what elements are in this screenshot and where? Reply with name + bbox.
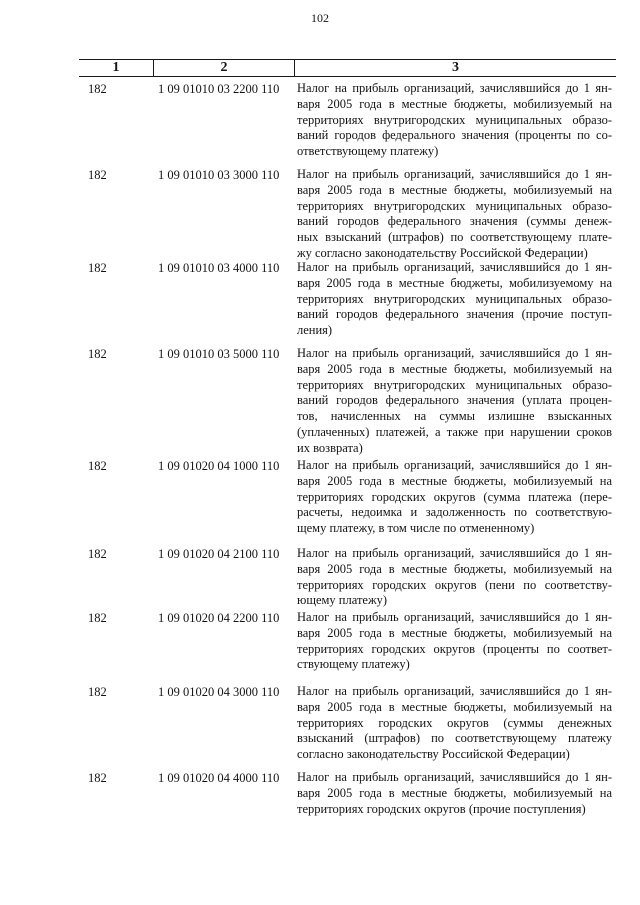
description-line: ваний городов федерального значения (проценты по со-	[297, 128, 612, 143]
agency-code: 182	[88, 82, 107, 96]
description-line: варя 2005 года в местные бюджеты, мобилизуемый на	[297, 473, 612, 488]
budget-classification-code: 1 09 01020 04 4000 110	[158, 771, 280, 785]
description-line: расчеты, недоимка и задолженность по соответствую-	[297, 505, 612, 520]
budget-classification-code: 1 09 01020 04 3000 110	[158, 685, 280, 699]
description-line: Налог на прибыль организаций, зачислявшийся до 1 ян-	[297, 770, 612, 784]
revenue-description	[297, 684, 612, 763]
agency-code: 182	[88, 547, 107, 561]
description-line: ствующему платежу)	[297, 657, 410, 672]
description-line: территориях внутригородских муниципальных образо-	[297, 198, 612, 213]
description-line: Налог на прибыль организаций, зачислявшийся до 1 ян-	[297, 546, 612, 560]
header-col-1: 1	[112, 60, 120, 75]
revenue-description	[297, 458, 612, 537]
budget-classification-code: 1 09 01020 04 2200 110	[158, 611, 280, 625]
revenue-description	[297, 546, 612, 609]
description-line: Налог на прибыль организаций, зачислявшийся до 1 ян-	[297, 458, 612, 472]
budget-classification-code: 1 09 01020 04 2100 110	[158, 547, 280, 561]
description-line: жу согласно законодательству Российской Федерации)	[297, 245, 588, 260]
description-line: Налог на прибыль организаций, зачислявшийся до 1 ян-	[297, 260, 612, 274]
description-line: Налог на прибыль организаций, зачислявшийся до 1 ян-	[297, 167, 612, 181]
description-line: территориях городских округов (проценты по соответ-	[297, 641, 612, 656]
agency-code: 182	[88, 459, 107, 473]
description-line: Налог на прибыль организаций, зачислявшийся до 1 ян-	[297, 81, 612, 95]
revenue-description	[297, 167, 612, 262]
description-line: варя 2005 года в местные бюджеты, мобилизуемый на	[297, 361, 612, 376]
budget-classification-code: 1 09 01010 03 2200 110	[158, 82, 280, 96]
description-line: ваний городов федерального значения (суммы денеж-	[297, 214, 612, 229]
description-line: ваний городов федерального значения (прочие поступ-	[297, 307, 612, 322]
description-line: территориях городских округов (суммы денежных	[297, 715, 612, 730]
description-line: варя 2005 года в местные бюджеты, мобилизуемый на	[297, 182, 612, 197]
budget-classification-code: 1 09 01010 03 3000 110	[158, 168, 280, 182]
description-line: щему платежу, в том числе по отмененному)	[297, 521, 535, 536]
table-header	[79, 59, 616, 77]
description-line: территориях внутригородских муниципальных образо-	[297, 112, 612, 127]
header-col-2: 2	[153, 60, 295, 76]
description-line: варя 2005 года в местные бюджеты, мобилизуемый на	[297, 785, 612, 800]
description-line: ления)	[297, 323, 333, 338]
description-line: тов, начисленных на суммы излишне взысканных	[297, 409, 612, 424]
agency-code: 182	[88, 168, 107, 182]
description-line: (уплаченных) платежей, а также при нарушении сроков	[297, 424, 612, 439]
budget-classification-code: 1 09 01010 03 4000 110	[158, 261, 280, 275]
description-line: Налог на прибыль организаций, зачислявшийся до 1 ян-	[297, 684, 612, 698]
description-line: ных взысканий (штрафов) по соответствующему плате-	[297, 230, 612, 245]
description-line: территориях городских округов (пени по соответству-	[297, 577, 612, 592]
description-line: ответствующему платежу)	[297, 144, 439, 159]
page-number: 102	[311, 11, 329, 25]
budget-code-table	[79, 59, 616, 816]
revenue-description	[297, 81, 612, 160]
budget-classification-code: 1 09 01020 04 1000 110	[158, 459, 280, 473]
description-line: территориях городских округов (сумма платежа (пере-	[297, 489, 612, 504]
revenue-description	[297, 770, 612, 817]
revenue-description	[297, 346, 612, 457]
description-line: взысканий (штрафов) по соответствующему платежу	[297, 731, 612, 746]
agency-code: 182	[88, 611, 107, 625]
description-line: варя 2005 года в местные бюджеты, мобилизуемый на	[297, 625, 612, 640]
description-line: территориях городских округов (прочие поступления)	[297, 801, 586, 816]
description-line: их возврата)	[297, 440, 363, 455]
description-line: территориях внутригородских муниципальных образо-	[297, 291, 612, 306]
description-line: территориях внутригородских муниципальных образо-	[297, 377, 612, 392]
description-line: согласно законодательству Российской Федерации)	[297, 747, 570, 762]
agency-code: 182	[88, 261, 107, 275]
header-col-3: 3	[452, 60, 459, 75]
description-line: ющему платежу)	[297, 593, 388, 608]
description-line: Налог на прибыль организаций, зачислявшийся до 1 ян-	[297, 346, 612, 360]
description-line: Налог на прибыль организаций, зачислявшийся до 1 ян-	[297, 610, 612, 624]
description-line: варя 2005 года в местные бюджеты, мобилизуемому на	[297, 275, 612, 290]
agency-code: 182	[88, 347, 107, 361]
description-line: варя 2005 года в местные бюджеты, мобилизуемый на	[297, 561, 612, 576]
revenue-description	[297, 260, 612, 339]
description-line: варя 2005 года в местные бюджеты, мобилизуемый на	[297, 96, 612, 111]
description-line: ваний городов федерального значения (уплата процен-	[297, 393, 612, 408]
description-line: варя 2005 года в местные бюджеты, мобилизуемый на	[297, 699, 612, 714]
agency-code: 182	[88, 685, 107, 699]
revenue-description	[297, 610, 612, 673]
budget-classification-code: 1 09 01010 03 5000 110	[158, 347, 280, 361]
agency-code: 182	[88, 771, 107, 785]
